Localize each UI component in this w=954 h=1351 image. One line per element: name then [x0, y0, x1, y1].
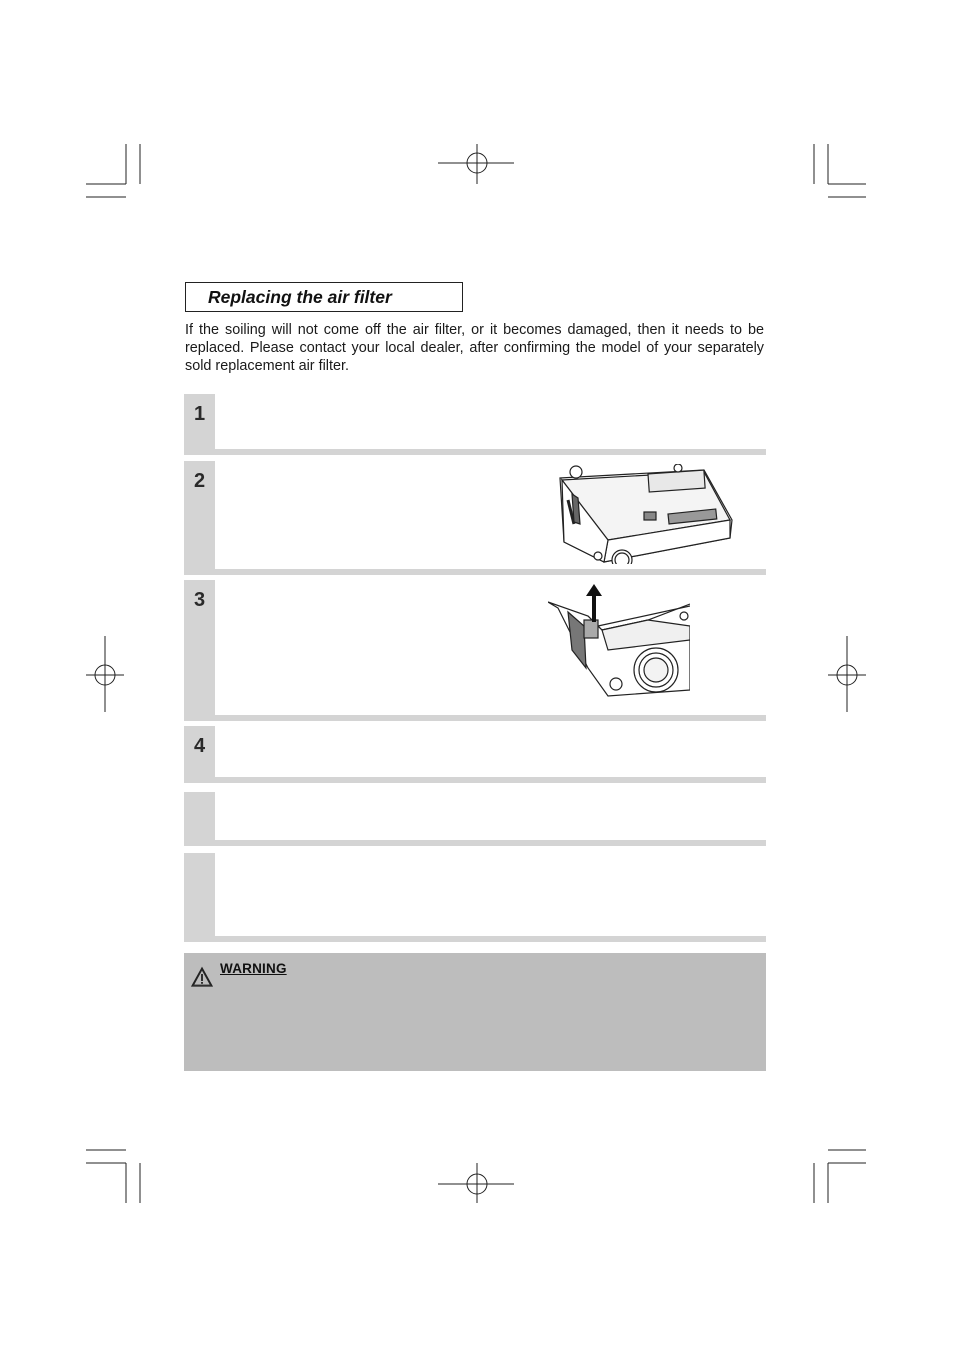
step-2-number: 2 — [194, 470, 206, 492]
step-6 — [184, 853, 766, 942]
step-4-divider — [184, 777, 766, 783]
step-5 — [184, 792, 766, 846]
step-5-sidebar — [184, 792, 215, 846]
warning-title: WARNING — [220, 961, 287, 976]
step-2 — [184, 461, 766, 575]
section-title: Replacing the air filter — [208, 287, 392, 307]
section-title-box — [185, 282, 463, 312]
step-1-divider — [184, 449, 766, 455]
step-5-divider — [184, 840, 766, 846]
step-3-divider — [184, 715, 766, 721]
step-4-number: 4 — [194, 735, 206, 757]
projector-underside-illustration — [554, 464, 736, 564]
intro-paragraph: If the soiling will not come off the air filter, or it becomes damaged, then it needs to be replaced. Please contact your local dealer, after confirming the model of your separately sold replacement air filter. — [185, 322, 764, 374]
step-1-number: 1 — [194, 403, 206, 425]
step-1 — [184, 394, 766, 455]
warning-box — [184, 953, 766, 1071]
warning-triangle-icon — [191, 966, 213, 988]
filter-removal-illustration — [548, 580, 690, 700]
step-3 — [184, 580, 766, 721]
step-6-divider — [184, 936, 766, 942]
step-6-sidebar — [184, 853, 215, 942]
step-3-number: 3 — [194, 589, 206, 611]
step-2-divider — [184, 569, 766, 575]
step-4 — [184, 726, 766, 783]
